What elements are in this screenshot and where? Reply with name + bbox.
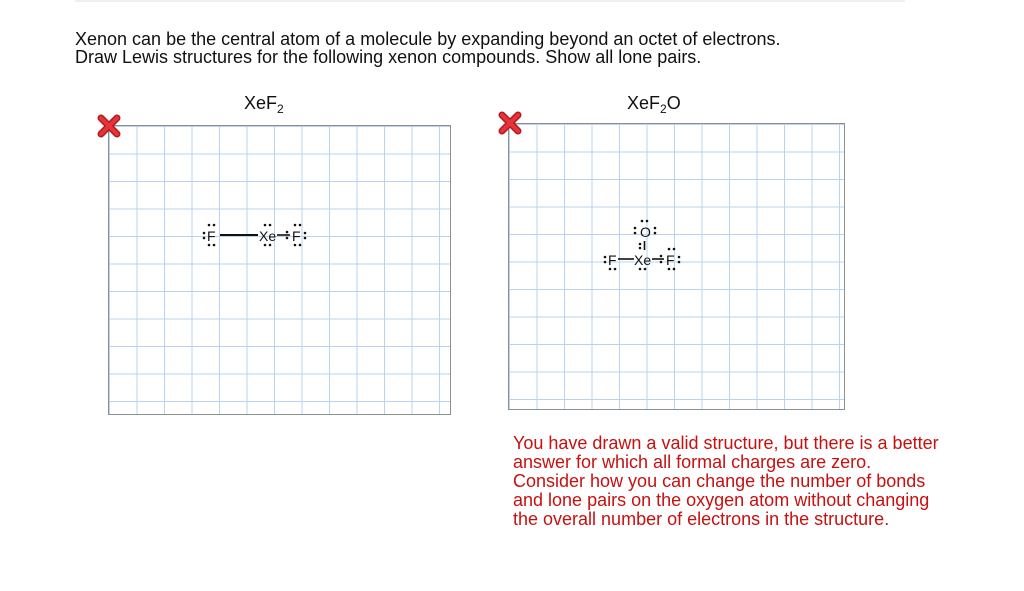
- xef2-formula-label: XeF$_2$: [244, 93, 284, 116]
- top-divider: [75, 0, 905, 2]
- red-x-icon: [96, 113, 122, 139]
- xef2o-formula-label: XeF$_2$O: [627, 93, 681, 116]
- feedback-line-5: the overall number of electrons in the structure.: [513, 509, 890, 529]
- xef2-structure[interactable]: [196, 220, 316, 252]
- red-x-icon: [497, 110, 523, 136]
- fluorine-atom-right[interactable]: F: [666, 252, 675, 268]
- fluorine-atom-right[interactable]: F: [292, 228, 301, 244]
- feedback-message: [513, 434, 983, 529]
- feedback-line-4: and lone pairs on the oxygen atom without changing: [513, 490, 930, 510]
- xenon-atom[interactable]: Xe: [259, 228, 277, 244]
- instruction-line-1: Xenon can be the central atom of a molecule by expanding beyond an octet of electrons.: [75, 29, 781, 49]
- fluorine-atom-left[interactable]: F: [207, 228, 216, 244]
- xenon-atom[interactable]: Xe: [634, 252, 652, 268]
- xef2-drawing-canvas[interactable]: [108, 125, 451, 415]
- feedback-line-1: You have drawn a valid structure, but there is a better: [513, 433, 939, 453]
- question-instructions: [75, 30, 975, 66]
- oxygen-atom[interactable]: O: [640, 224, 651, 240]
- feedback-line-3: Consider how you can change the number of bonds: [513, 471, 926, 491]
- fluorine-atom-left[interactable]: F: [608, 252, 617, 268]
- instruction-line-2: Draw Lewis structures for the following xenon compounds. Show all lone pairs.: [75, 47, 702, 67]
- xef2o-structure[interactable]: [596, 216, 696, 274]
- feedback-line-2: answer for which all formal charges are zero.: [513, 452, 872, 472]
